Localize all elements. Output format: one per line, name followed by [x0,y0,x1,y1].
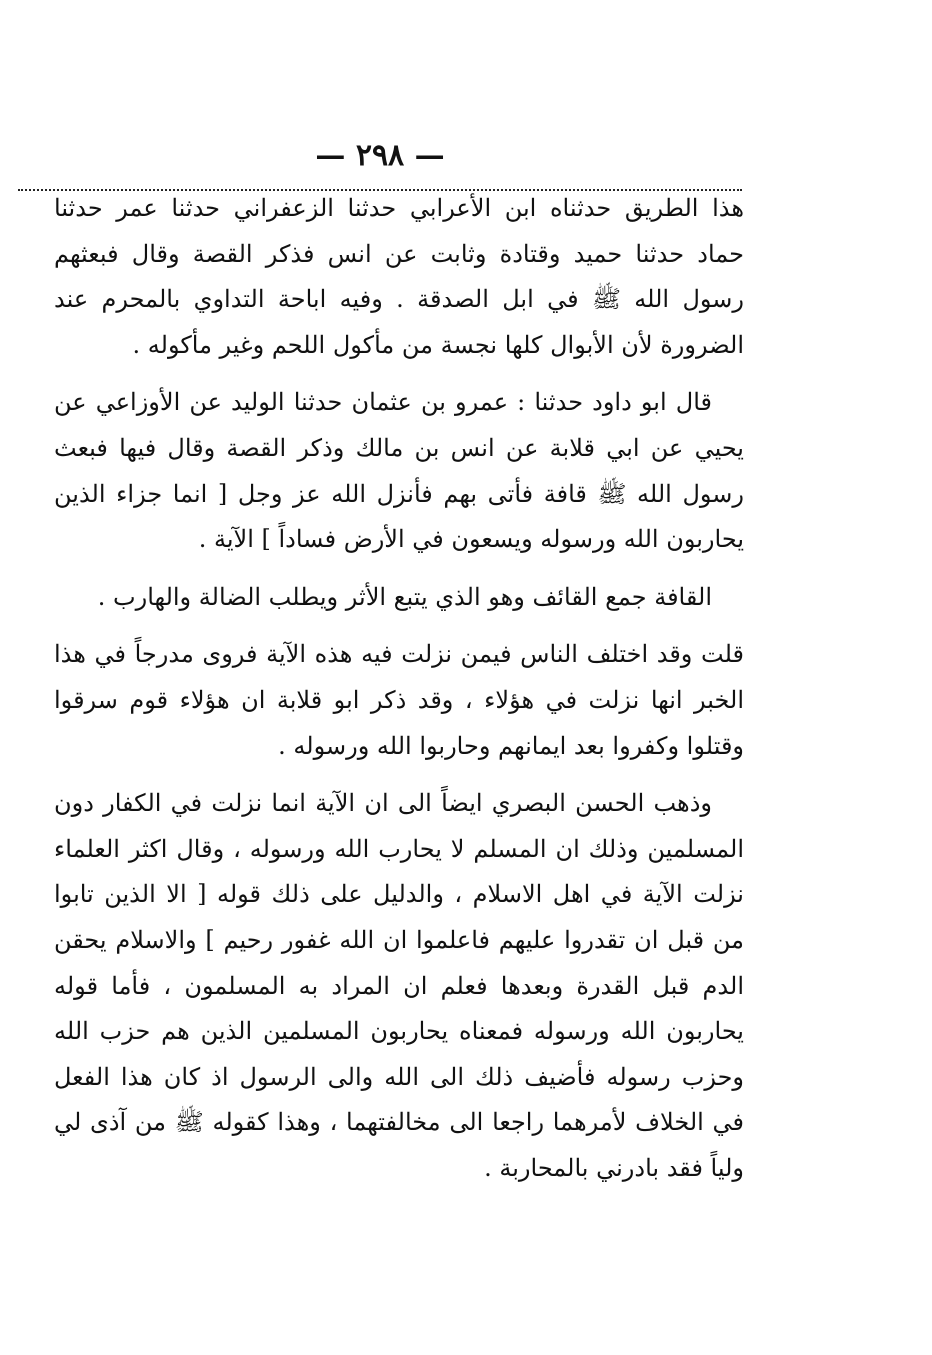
page-number: — ٢٩٨ — [315,138,445,173]
paragraph-5: وذهب الحسن البصري ايضاً الى ان الآية انما نزلت في الكفار دون المسلمين وذلك ان المسلم لا يحارب الله ورسوله ، وقال اكثر العلماء نزلت الآية في اهل الاسلام ، والدليل على ذلك قوله [ الا الذين تابوا من قبل ان تقدروا عليهم فاعلموا ان الله غفور رحيم ] والاسلام يحقن الدم قبل القدرة وبعدها فعلم ان المراد به المسلمون ، فأما قوله يحاربون الله ورسوله فمعناه يحاربون المسلمين الذين هم حزب الله وحزب رسوله فأضيف ذلك الى الله والى الرسول اذ كان هذا الفعل في الخلاف لأمرهما راجعا الى مخالفتهما ، وهذا كقوله ﷺ من آذى لي ولياً فقد بادرني بالمحاربة . [54,789,744,1182]
paragraph-3: القافة جمع القائف وهو الذي يتبع الأثر ويطلب الضالة والهارب . [97,582,712,611]
paragraph-4: قلت وقد اختلف الناس فيمن نزلت فيه هذه الآية فروى مدرجاً في هذا الخبر انها نزلت في هؤلاء ، وقد ذكر ابو قلابة ان هؤلاء قوم سرقوا وقتلوا وكفروا بعد ايمانهم وحاربوا الله ورسوله . [54,640,744,760]
paragraph-2: قال ابو داود حدثنا : عمرو بن عثمان حدثنا الوليد عن الأوزاعي عن يحيي عن ابي قلابة عن انس بن مالك وذكر القصة وقال فيها فبعث رسول الله ﷺ قافة فأتى بهم فأنزل الله عز وجل [ انما جزاء الذين يحاربون الله ورسوله ويسعون في الأرض فساداً ] الآية . [54,388,744,554]
body-text [54,186,744,1191]
paragraph-1: هذا الطريق حدثناه ابن الأعرابي حدثنا الزعفراني حدثنا عمر حدثنا حماد حدثنا حميد وقتادة وثابت عن انس فذكر القصة وقال فبعثهم رسول الله ﷺ في ابل الصدقة . وفيه اباحة التداوي بالمحرم عند الضرورة لأن الأبوال كلها نجسة من مأكول اللحم وغير مأكوله . [54,194,744,359]
